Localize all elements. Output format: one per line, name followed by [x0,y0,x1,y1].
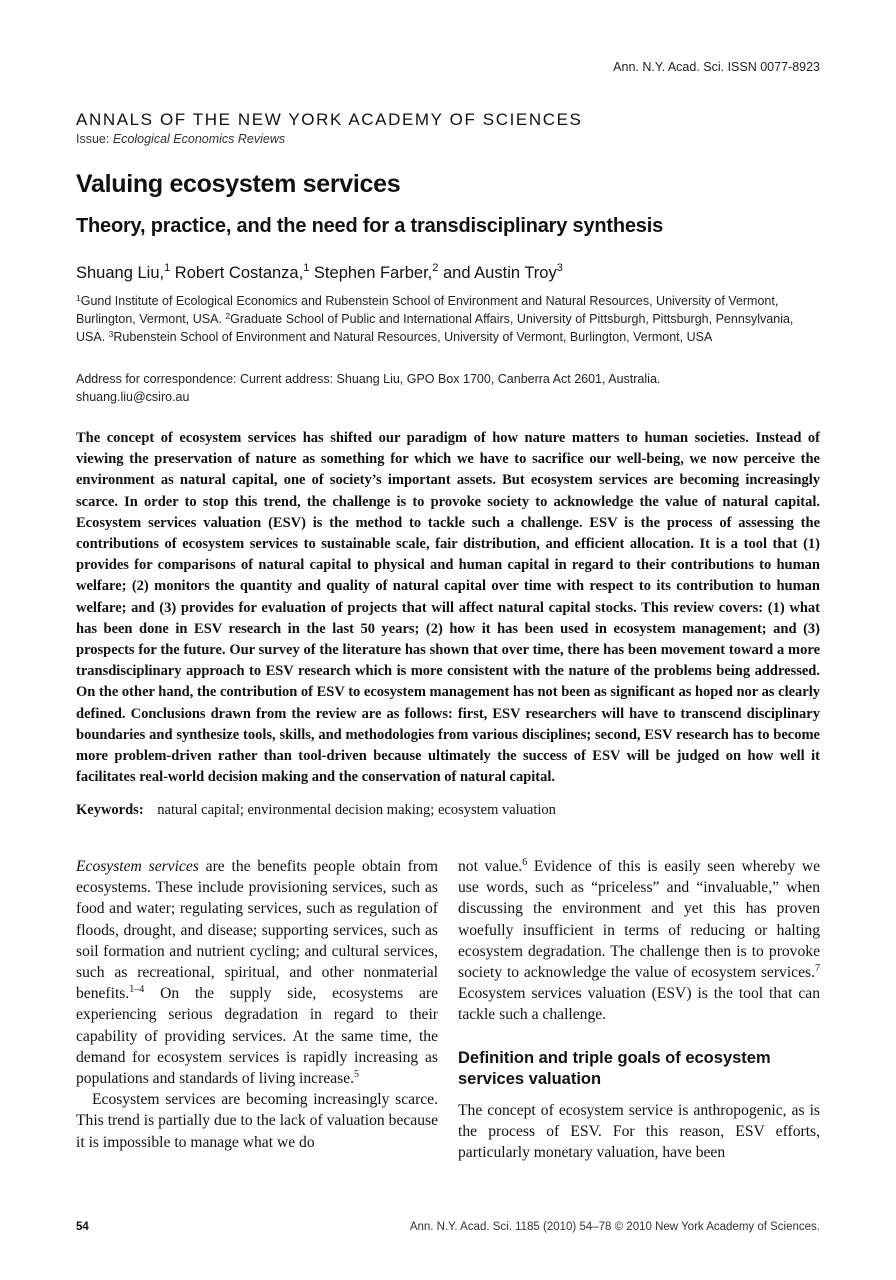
correspondence-email[interactable]: shuang.liu@csiro.au [76,390,190,404]
issue-name: Ecological Economics Reviews [112,132,286,146]
running-head-issn: Ann. N.Y. Acad. Sci. ISSN 0077-8923 [613,60,820,74]
affiliations: $^1$Gund Institute of Ecological Economics and Rubenstein School of Environment and Natural Resources, University of Vermont, Burlington, Vermont, USA. $^2$Graduate School of Public and International Affairs, University of Pittsburgh, Pittsburgh, Pennsylvania, USA. $^3$Rubenstein School of Environment and Natural Resources, University of Vermont, Burlington, Vermont, USA [76,293,794,344]
correspondence [76,370,822,406]
footer-citation: Ann. N.Y. Acad. Sci. 1185 (2010) 54–78 © 2010 New York Academy of Sciences. [409,1221,820,1233]
abstract: The concept of ecosystem services has shifted our paradigm of how nature matters to human societies. Instead of viewing the preservation of nature as something for which we have to sacrifice our well-being, we now perceive the environment as natural capital, one of society’s important assets. But ecosystem services are becoming increasingly scarce. In order to stop this trend, the challenge is to provoke society to acknowledge the value of natural capital. Ecosystem services valuation (ESV) is the method to tackle such a challenge. ESV is the process of assessing the contributions of ecosystem services to sustainable scale, fair distribution, and efficient allocation. It is a tool that (1) provides for comparisons of natural capital to physical and human capital in regard to their contributions to human welfare; (2) monitors the quantity and quality of natural capital over time with respect to its contribution to human welfare; and (3) provides for evaluation of projects that will affect natural capital stocks. This review covers: (1) what has been done in ESV research in the last 50 years; (2) how it has been used in ecosystem management; and (3) prospects for the future. Our survey of the literature has shown that over time, there has been movement toward a more transdisciplinary approach to ESV research which is more consistent with the nature of the problems being addressed. On the other hand, the contribution of ESV to ecosystem management has not been as significant as hoped nor as clearly defined. Conclusions drawn from the review are as follows: first, ESV researchers will have to transcend disciplinary boundaries and synthesize tools, skills, and methodologies from various disciplines; second, ESV research has to become more problem-driven rather than tool-driven because ultimately the success of ESV will be judged on how well it facilitates real-world decision making and the conservation of natural capital. [76,430,820,786]
body-paragraph: The concept of ecosystem service is anthropogenic, as is the process of ESV. For this reason, ESV efforts, particularly monetary valuation, have been [458,1101,820,1162]
keywords [76,802,556,819]
body-paragraph: not value.$^6$ Evidence of this is easily seen whereby we use words, such as “priceless” and “invaluable,” when discussing the environment and yet this has proven woefully insufficient in terms of reducing or halting ecosystem degradation. The challenge then is to provoke society to acknowledge the value of ecosystem services.$^7$ Ecosystem services valuation (ESV) is the tool that can tackle such a challenge. [458,857,820,1024]
issue-line [76,132,285,146]
correspondence-address: Address for correspondence: Current address: Shuang Liu, GPO Box 1700, Canberra Act 2601, Australia. [76,372,661,386]
issue-label: Issue: [76,132,113,146]
body-paragraph: Ecosystem services are the benefits people obtain from ecosystems. These include provisioning services, such as food and water; regulating services, such as regulation of floods, drought, and disease; supporting services, such as soil formation and nutrient cycling; and cultural services, such as recreational, spiritual, and other nonmaterial benefits.$^{1-4}$ On the supply side, ecosystems are experiencing serious degradation in regard to their capability of providing services. At the same time, the demand for ecosystem services is rapidly increasing as populations and standards of living increase.$^5$ [76,858,438,1088]
citation-ref[interactable]: 7 [815,963,820,975]
author: Robert Costanza,$^1$ [174,262,310,282]
page-number: 54 [76,1221,89,1233]
author-list [76,264,563,283]
article-subtitle: Theory, practice, and the need for a transdisciplinary synthesis [76,215,664,237]
affiliation: Graduate School of Public and International Affairs, University of Pittsburgh, Pittsburgh, Pennsylvania, USA. [76,312,794,344]
author: Stephen Farber,$^2$ [313,262,439,282]
citation-ref[interactable]: 6 [522,857,528,868]
body-column-left [76,856,438,1153]
citation-ref[interactable]: 5 [354,1069,360,1081]
journal-name: ANNALS OF THE NEW YORK ACADEMY OF SCIENCES [76,110,583,129]
keywords-label: Keywords: [76,802,144,818]
body-paragraph: Ecosystem services are becoming increasingly scarce. This trend is partially due to the lack of valuation because it is impossible to manage what we do [76,1091,438,1151]
affiliation: Rubenstein School of Environment and Natural Resources, University of Vermont, Burlington, Vermont, USA [113,330,713,344]
affiliation: Gund Institute of Ecological Economics and Rubenstein School of Environment and Natural Resources, University of Vermont, Burlington, Vermont, USA. [76,294,779,326]
body-column-right [458,856,820,1163]
keywords-list: natural capital; environmental decision making; ecosystem valuation [157,802,556,818]
author: and Austin Troy$^3$ [442,262,563,282]
author: Shuang Liu,$^1$ [76,262,171,282]
section-heading: Definition and triple goals of ecosystem services valuation [458,1048,771,1088]
article-title: Valuing ecosystem services [76,170,401,198]
citation-ref[interactable]: 1–4 [129,984,145,996]
